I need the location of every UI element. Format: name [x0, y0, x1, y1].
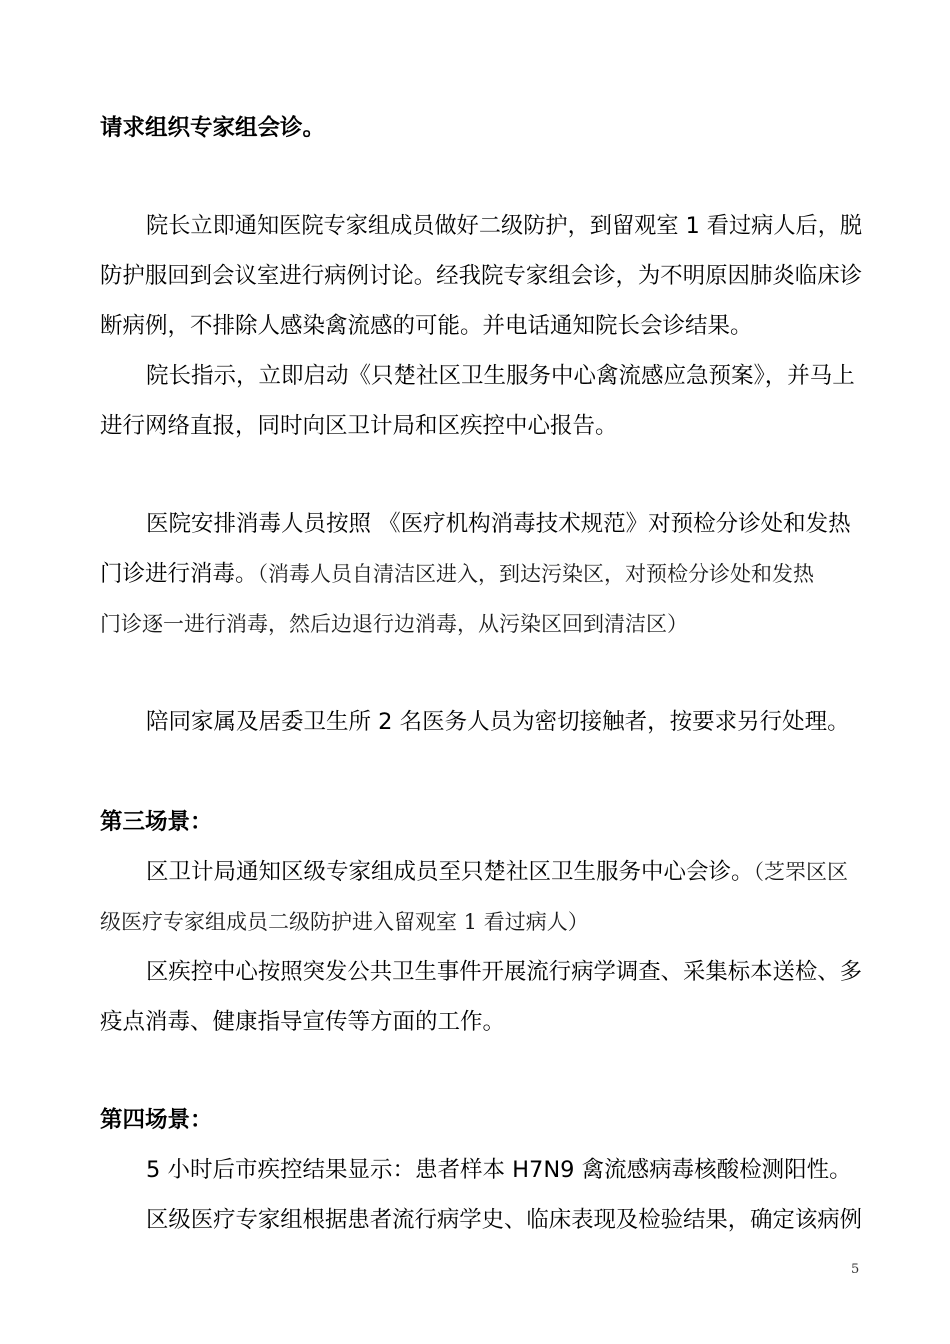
para2-line1: 院长指示，立即启动《只楚社区卫生服务中心禽流感应急预案》，并马上	[146, 363, 855, 389]
para3-line3-note: 门诊逐一进行消毒，然后边退行边消毒，从污染区回到清洁区）	[100, 612, 688, 636]
request-heading: 请求组织专家组会诊。	[100, 115, 326, 141]
scene4-line1: 5 小时后市疾控结果显示：患者样本 H7N9 禽流感病毒核酸检测阳性。	[146, 1157, 852, 1183]
para3-line1: 医院安排消毒人员按照 《医疗机构消毒技术规范》对预检分诊处和发热	[146, 511, 851, 537]
scene3-line1-note: （芝罘区区	[753, 860, 849, 884]
scene3-line1-main: 区卫计局通知区级专家组成员至只楚社区卫生服务中心会诊。	[146, 859, 754, 885]
para3-line2	[100, 558, 814, 590]
scene3-line1	[146, 856, 848, 888]
para3-line2-note: （消毒人员自清洁区进入，到达污染区，对预检分诊处和发热	[257, 562, 815, 586]
scene4-line2: 区级医疗专家组根据患者流行病学史、临床表现及检验结果，确定该病例	[146, 1207, 862, 1233]
para1-line3: 断病例，不排除人感染禽流感的可能。并电话通知院长会诊结果。	[100, 313, 753, 339]
scene3-line4: 疫点消毒、健康指导宣传等方面的工作。	[100, 1009, 506, 1035]
para4-line1: 陪同家属及居委卫生所 2 名医务人员为密切接触者，按要求另行处理。	[146, 709, 850, 735]
para3-line2-main: 门诊进行消毒。	[100, 561, 258, 587]
page-number: 5	[851, 1262, 860, 1277]
scene3-title: 第三场景：	[100, 809, 213, 835]
scene3-line2-note: 级医疗专家组成员二级防护进入留观室 1 看过病人）	[100, 910, 589, 934]
para1-line1: 院长立即通知医院专家组成员做好二级防护，到留观室 1 看过病人后，脱	[146, 213, 863, 239]
para2-line2: 进行网络直报，同时向区卫计局和区疾控中心报告。	[100, 413, 618, 439]
scene3-line3: 区疾控中心按照突发公共卫生事件开展流行病学调查、采集标本送检、多	[146, 959, 862, 985]
scene4-title: 第四场景：	[100, 1107, 213, 1133]
para1-line2: 防护服回到会议室进行病例讨论。经我院专家组会诊，为不明原因肺炎临床诊	[100, 263, 863, 289]
